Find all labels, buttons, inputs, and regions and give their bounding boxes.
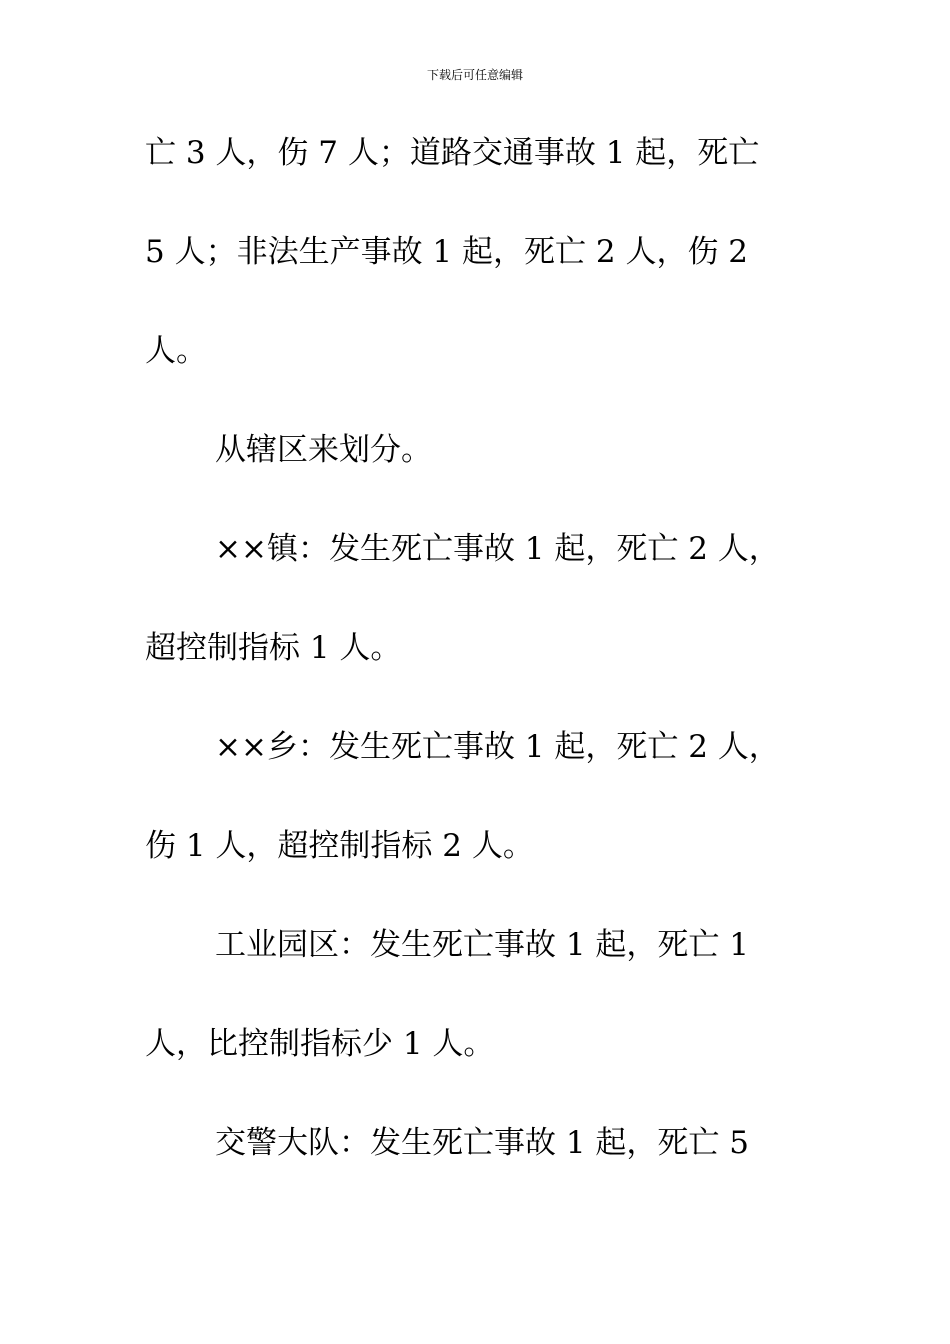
- text-line: 超控制指标 1 人。: [145, 630, 402, 666]
- text-line: 5 人；非法生产事故 1 起，死亡 2 人，伤 2: [145, 234, 749, 270]
- text-line: 人，比控制指标少 1 人。: [145, 1026, 495, 1062]
- paragraph-line: 从辖区来划分。: [215, 432, 432, 468]
- paragraph-line: 交警大队：发生死亡事故 1 起，死亡 5: [215, 1125, 750, 1161]
- paragraph-line: ××镇：发生死亡事故 1 起，死亡 2 人，: [215, 531, 780, 567]
- text-line: 伤 1 人，超控制指标 2 人。: [145, 828, 534, 864]
- text-line: 人。: [145, 333, 207, 369]
- page-header: 下载后可任意编辑: [426, 68, 523, 82]
- document-body: [145, 122, 845, 1211]
- paragraph-line: 工业园区：发生死亡事故 1 起，死亡 1: [215, 927, 750, 963]
- text-line: 亡 3 人，伤 7 人；道路交通事故 1 起，死亡: [145, 135, 760, 171]
- paragraph-line: ××乡：发生死亡事故 1 起，死亡 2 人，: [215, 729, 780, 765]
